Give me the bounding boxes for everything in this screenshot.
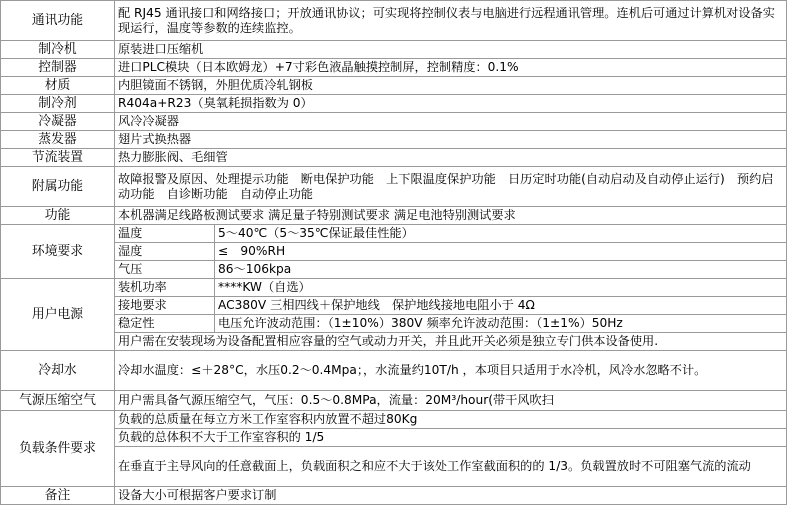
row-label: 节流装置 xyxy=(1,149,115,167)
row-value: 风冷冷凝器 xyxy=(115,113,787,131)
row-label: 通讯功能 xyxy=(1,1,115,41)
row-cooler xyxy=(1,41,787,59)
row-label: 制冷剂 xyxy=(1,95,115,113)
sub-value: 5～40℃（5～35℃保证最佳性能） xyxy=(215,225,787,243)
row-material xyxy=(1,77,787,95)
row-env-1 xyxy=(1,225,787,243)
row-env-2 xyxy=(1,243,787,261)
row-value: 进口PLC模块（日本欧姆龙）+7寸彩色液晶触摸控制屏，控制精度：0.1% xyxy=(115,59,787,77)
row-value: 本机器满足线路板测试要求 满足量子特别测试要求 满足电池特别测试要求 xyxy=(115,207,787,225)
row-air xyxy=(1,391,787,411)
sub-key: 温度 xyxy=(115,225,215,243)
row-value: 热力膨胀阀、毛细管 xyxy=(115,149,787,167)
row-label: 制冷机 xyxy=(1,41,115,59)
sub-key: 稳定性 xyxy=(115,315,215,333)
row-load-2 xyxy=(1,429,787,447)
row-value: R404a+R23（臭氧耗损指数为 0） xyxy=(115,95,787,113)
row-label: 用户电源 xyxy=(1,279,115,351)
row-power-2 xyxy=(1,297,787,315)
row-refrigerant xyxy=(1,95,787,113)
row-comm xyxy=(1,1,787,41)
row-value: 内胆镜面不锈钢，外胆优质冷轧钢板 xyxy=(115,77,787,95)
row-throttle xyxy=(1,149,787,167)
row-power-note xyxy=(1,333,787,351)
row-label: 备注 xyxy=(1,487,115,505)
sub-value: ****KW（自选） xyxy=(215,279,787,297)
row-label: 冷凝器 xyxy=(1,113,115,131)
row-label: 功能 xyxy=(1,207,115,225)
row-function xyxy=(1,207,787,225)
row-value: 负载的总质量在每立方米工作室容积内放置不超过80Kg xyxy=(115,411,787,429)
row-power-3 xyxy=(1,315,787,333)
sub-value: AC380V 三相四线＋保护地线 保护地线接地电阻小于 4Ω xyxy=(215,297,787,315)
row-value: 配 RJ45 通讯接口和网络接口；开放通讯协议；可实现将控制仪表与电脑进行远程通讯管理。连机后可通过计算机对设备实现运行，温度等参数的连续监控。 xyxy=(115,1,787,41)
row-remark xyxy=(1,487,787,505)
row-extra xyxy=(1,167,787,207)
row-value: 用户需具备气源压缩空气，气压：0.5～0.8MPa，流量：20M³/hour(带干风吹扫 xyxy=(115,391,787,411)
sub-key: 装机功率 xyxy=(115,279,215,297)
row-value: 用户需在安装现场为设备配置相应容量的空气或动力开关，并且此开关必须是独立专门供本设备使用. xyxy=(115,333,787,351)
row-load-1 xyxy=(1,411,787,429)
row-label: 附属功能 xyxy=(1,167,115,207)
row-label: 气源压缩空气 xyxy=(1,391,115,411)
row-water xyxy=(1,351,787,391)
row-load-3 xyxy=(1,447,787,487)
row-label: 负载条件要求 xyxy=(1,411,115,487)
sub-key: 接地要求 xyxy=(115,297,215,315)
sub-value: 86～106kpa xyxy=(215,261,787,279)
row-value: 翅片式换热器 xyxy=(115,131,787,149)
sub-value: ≤ 90%RH xyxy=(215,243,787,261)
row-value: 原装进口压缩机 xyxy=(115,41,787,59)
row-env-3 xyxy=(1,261,787,279)
row-value: 设备大小可根据客户要求订制 xyxy=(115,487,787,505)
sub-value: 电压允许波动范围：（1±10%）380V 频率允许波动范围：（1±1%）50Hz xyxy=(215,315,787,333)
row-value: 故障报警及原因、处理提示功能 断电保护功能 上下限温度保护功能 日历定时功能(自动启动及自动停止运行) 预约启动功能 自诊断功能 自动停止功能 xyxy=(115,167,787,207)
row-label: 冷却水 xyxy=(1,351,115,391)
row-label: 环境要求 xyxy=(1,225,115,279)
row-evaporator xyxy=(1,131,787,149)
sub-key: 气压 xyxy=(115,261,215,279)
row-power-1 xyxy=(1,279,787,297)
sub-key: 湿度 xyxy=(115,243,215,261)
row-label: 材质 xyxy=(1,77,115,95)
row-label: 控制器 xyxy=(1,59,115,77)
row-value: 负载的总体积不大于工作室容积的 1/5 xyxy=(115,429,787,447)
row-label: 蒸发器 xyxy=(1,131,115,149)
row-value: 冷却水温度：≤＋28°C，水压0.2～0.4Mpa；，水流量约10T/h ，本项目只适用于水冷机，风冷水忽略不计。 xyxy=(115,351,787,391)
row-condenser xyxy=(1,113,787,131)
row-value: 在垂直于主导风向的任意截面上，负载面积之和应不大于该处工作室截面积的的 1/3。负载置放时不可阻塞气流的流动 xyxy=(115,447,787,487)
row-controller xyxy=(1,59,787,77)
